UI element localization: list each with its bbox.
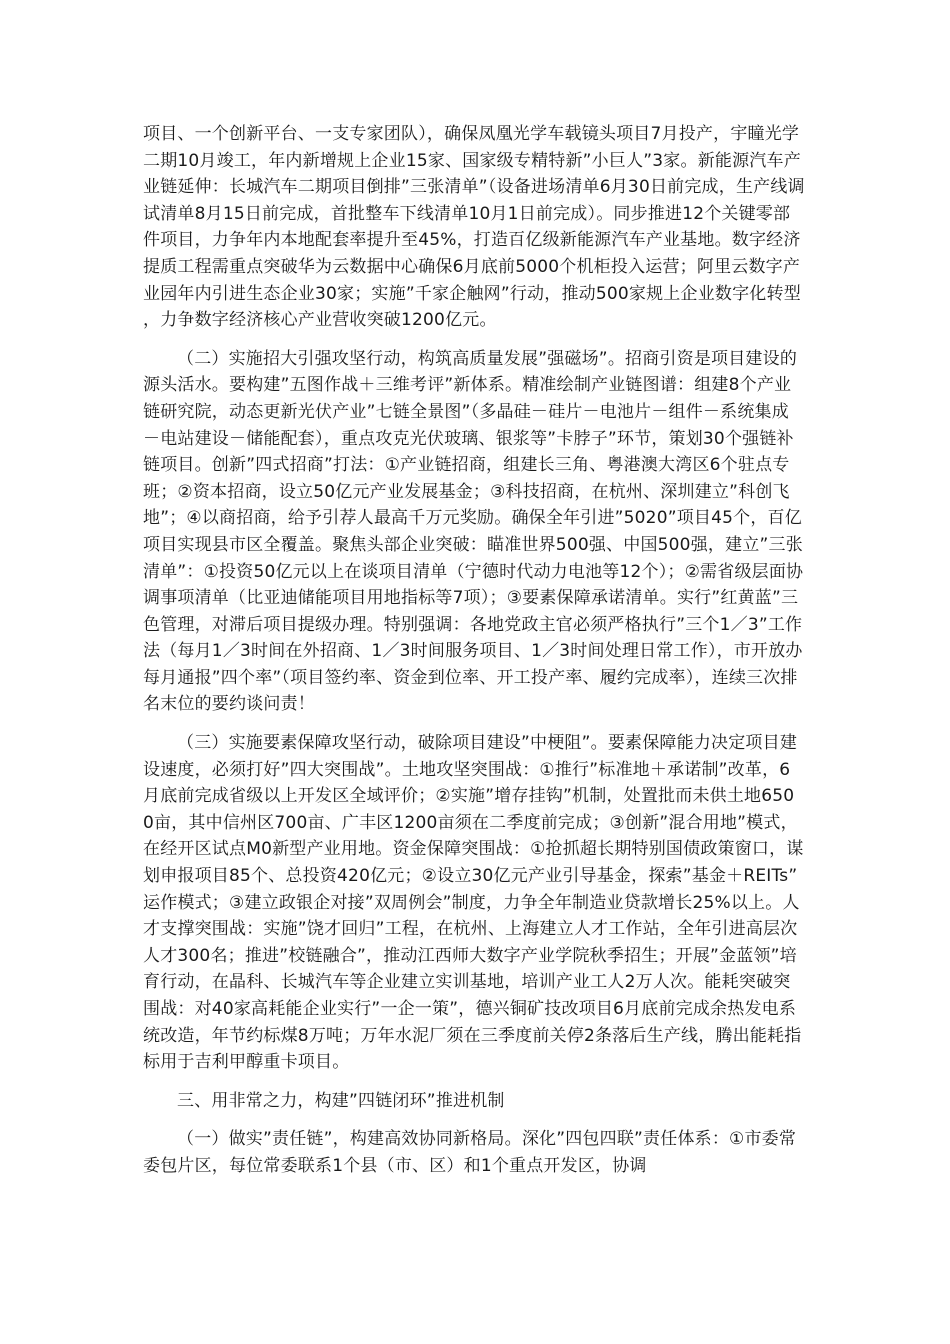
paragraph-2-heading: （二）实施招大引强攻坚行动，构筑高质量发展”强磁场”。: [177, 348, 626, 369]
paragraph-5: [143, 1126, 805, 1179]
section-heading: [143, 1088, 805, 1115]
paragraph-1: [143, 121, 805, 334]
paragraph-2: [143, 346, 805, 718]
paragraph-3: [143, 730, 805, 1076]
document-body: [143, 121, 805, 1180]
paragraph-1-text: 项目、一个创新平台、一支专家团队），确保凤凰光学车载镜头项目7月投产，宇瞳光学二期10月竣工，年内新增规上企业15家、国家级专精特新”小巨人”3家。新能源汽车产业链延伸：长城汽车二期项目倒排”三张清单”（设备进场清单6月30日前完成，生产线调试清单8月15日前完成，首批整车下线清单10月1日前完成）。同步推进12个关键零部件项目，力争年内本地配套率提升至45%，打造百亿级新能源汽车产业基地。数字经济提质工程需重点突破华为云数据中心确保6月底前5000个机柜投入运营；阿里云数字产业园年内引进生态企业30家；实施”千家企触网”行动，推动500家规上企业数字化转型，力争数字经济核心产业营收突破1200亿元。: [143, 124, 805, 331]
paragraph-3-text: 要素保障能力决定项目建设速度，必须打好”四大突围战”。土地攻坚突围战：①推行”标准地＋承诺制”改革，6月底前完成省级以上开发区全域评价；②实施”增存挂钩”机制，处置批而未供土地6500亩，其中信州区700亩、广丰区1200亩须在二季度前完成；③创新”混合用地”模式，在经开区试点M0新型产业用地。资金保障突围战：①抢抓超长期特别国债政策窗口，谋划申报项目85个、总投资420亿元；②设立30亿元产业引导基金，探索”基金＋REITs”运作模式；③建立政银企对接”双周例会”制度，力争全年制造业贷款增长25%以上。人才支撑突围战：实施”饶才回归”工程，在杭州、上海建立人才工作站，全年引进高层次人才300名；推进”校链融合”，推动江西师大数字产业学院秋季招生；开展”金蓝领”培育行动，在晶科、长城汽车等企业建立实训基地，培训产业工人2万人次。能耗突破突围战：对40家高耗能企业实行”一企一策”，德兴铜矿技改项目6月底前完成余热发电系统改造，年节约标煤8万吨；万年水泥厂须在三季度前关停2条落后生产线，腾出能耗指标用于吉利甲醇重卡项目。: [143, 733, 804, 1073]
paragraph-5-heading: （一）做实”责任链”，构建高效协同新格局。: [177, 1129, 522, 1150]
paragraph-2-text: 招商引资是项目建设的源头活水。要构建”五图作战＋三维考评”新体系。精准绘制产业链图谱：组建8个产业链研究院，动态更新光伏产业”七链全景图”（多晶硅－硅片－电池片－组件－系统集成－电站建设－储能配套），重点攻克光伏玻璃、银浆等”卡脖子”环节，策划30个强链补链项目。创新”四式招商”打法：①产业链招商，组建长三角、粤港澳大湾区6个驻点专班；②资本招商，设立50亿元产业发展基金；③科技招商，在杭州、深圳建立”科创飞地”；④以商招商，给予引荐人最高千万元奖励。确保全年引进”5020”项目45个，百亿项目实现县市区全覆盖。聚焦头部企业突破：瞄准世界500强、中国500强，建立”三张清单”：①投资50亿元以上在谈项目清单（宁德时代动力电池等12个）；②需省级层面协调事项清单（比亚迪储能项目用地指标等7项）；③要素保障承诺清单。实行”红黄蓝”三色管理，对滞后项目提级办理。特别强调：各地党政主官必须严格执行”三个1／3”工作法（每月1／3时间在外招商、1／3时间服务项目、1／3时间处理日常工作），市开放办每月通报”四个率”（项目签约率、资金到位率、开工投产率、履约完成率），连续三次排名末位的要约谈问责！: [143, 348, 804, 715]
paragraph-5-text: 深化”四包四联”责任体系：①市委常委包片区，每位常委联系1个县（市、区）和1个重点开发区，协调: [143, 1129, 797, 1176]
paragraph-3-heading: （三）实施要素保障攻坚行动，破除项目建设”中梗阻”。: [177, 733, 608, 754]
section-heading-text: 三、用非常之力，构建”四链闭环”推进机制: [177, 1090, 505, 1111]
